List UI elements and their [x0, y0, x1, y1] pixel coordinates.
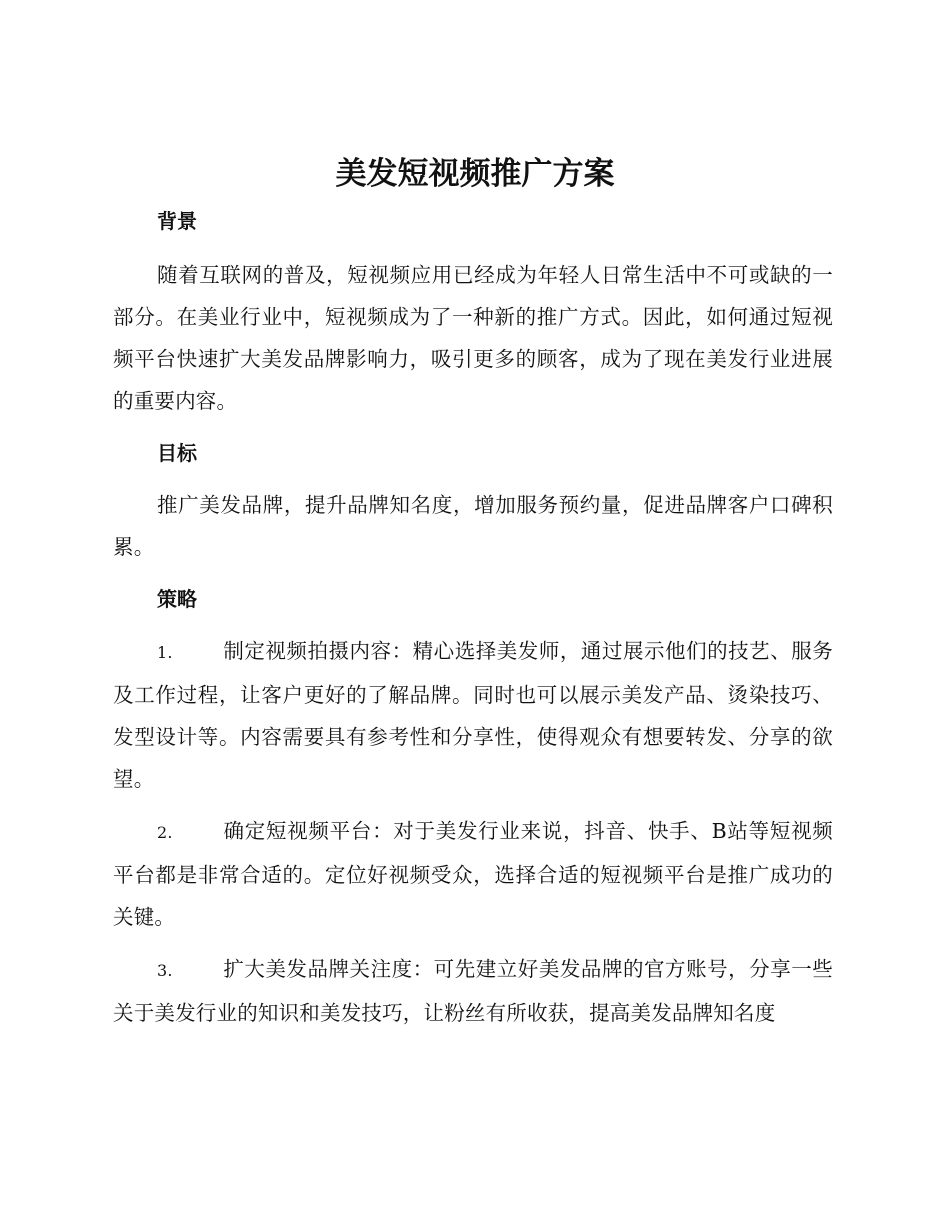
- strategy-item: [113, 810, 833, 938]
- strategy-item-number: 1.: [157, 643, 173, 662]
- section-heading-background: 背景: [157, 209, 197, 233]
- strategy-item-number: 2.: [157, 823, 173, 842]
- section-heading-strategy: 策略: [157, 587, 197, 611]
- background-paragraph: 随着互联网的普及，短视频应用已经成为年轻人日常生活中不可或缺的一部分。在美业行业中，短视频成为了一种新的推广方式。因此，如何通过短视频平台快速扩大美发品牌影响力，吸引更多的顾客，成为了现在美发行业进展的重要内容。: [113, 263, 833, 413]
- strategy-list: [113, 630, 833, 1034]
- strategy-item-text: 扩大美发品牌关注度：可先建立好美发品牌的官方账号，分享一些关于美发行业的知识和美发技巧，让粉丝有所收获，提高美发品牌知名度: [113, 957, 833, 1025]
- strategy-item-text: 确定短视频平台：对于美发行业来说，抖音、快手、B站等短视频平台都是非常合适的。定位好视频受众，选择合适的短视频平台是推广成功的关键。: [113, 819, 833, 929]
- document-title: 美发短视频推广方案: [335, 156, 615, 192]
- section-heading-goal: 目标: [157, 441, 197, 465]
- goal-paragraph: 推广美发品牌，提升品牌知名度，增加服务预约量，促进品牌客户口碑积累。: [113, 493, 833, 559]
- strategy-item-number: 3.: [157, 961, 173, 980]
- strategy-item: [113, 948, 833, 1034]
- strategy-item: [113, 630, 833, 800]
- strategy-item-text: 制定视频拍摄内容：精心选择美发师，通过展示他们的技艺、服务及工作过程，让客户更好的了解品牌。同时也可以展示美发产品、烫染技巧、发型设计等。内容需要具有参考性和分享性，使得观众有想要转发、分享的欲望。: [113, 639, 833, 791]
- document-body: [113, 200, 833, 1034]
